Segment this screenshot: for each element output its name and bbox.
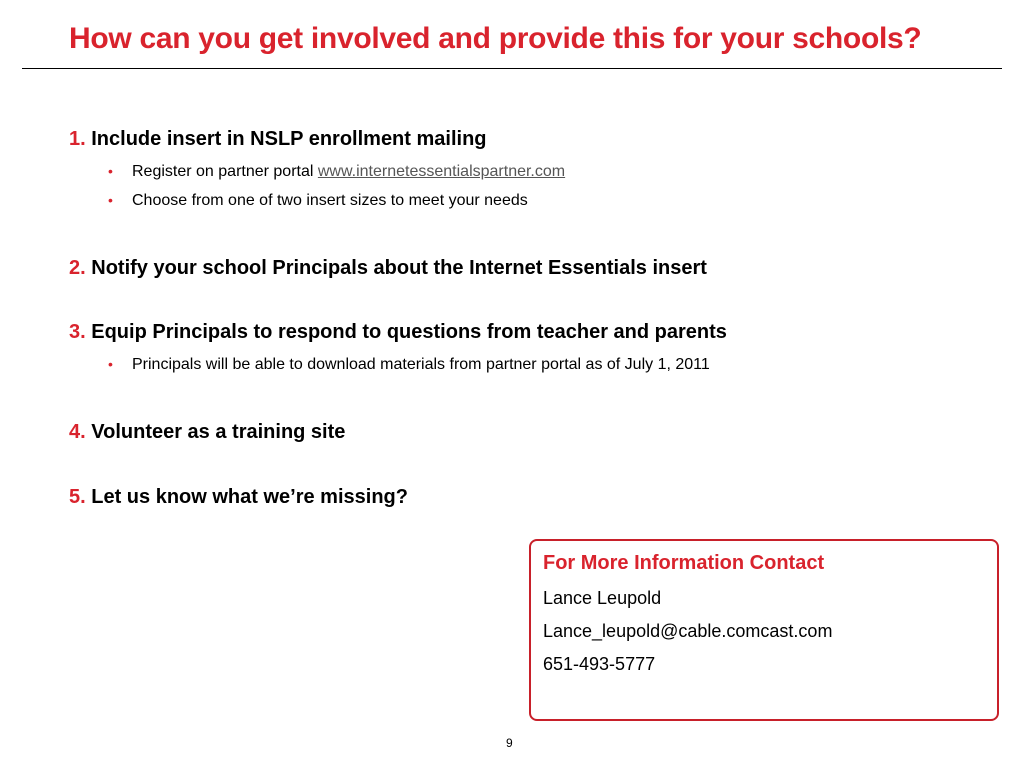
- step-3-bullet-1: [108, 356, 710, 374]
- contact-phone: 651-493-5777: [543, 654, 656, 674]
- step-4: [69, 421, 345, 444]
- step-3: [69, 321, 727, 344]
- step-1-text: Include insert in NSLP enrollment mailing: [91, 128, 487, 150]
- contact-heading: For More Information Contact: [543, 552, 825, 574]
- step-2-text: Notify your school Principals about the Internet Essentials insert: [91, 257, 707, 279]
- contact-box: [529, 539, 999, 721]
- bullet-text: Principals will be able to download materials from partner portal as of July 1, 2011: [132, 356, 710, 373]
- bullet-dot-icon: •: [108, 356, 113, 372]
- step-1-bullet-2: [108, 192, 528, 210]
- step-2-number: 2.: [69, 257, 86, 279]
- step-1-bullet-1: [108, 163, 565, 181]
- step-5-number: 5.: [69, 486, 86, 508]
- step-4-number: 4.: [69, 421, 86, 443]
- step-4-text: Volunteer as a training site: [91, 421, 346, 443]
- contact-name: Lance Leupold: [543, 588, 662, 608]
- partner-portal-link[interactable]: www.internetessentialspartner.com: [317, 163, 566, 180]
- bullet-text: Register on partner portal: [132, 163, 318, 180]
- bullet-text: Choose from one of two insert sizes to meet your needs: [132, 192, 528, 209]
- page-number: 9: [506, 736, 513, 750]
- step-1-number: 1.: [69, 128, 86, 150]
- slide-title: How can you get involved and provide this for your schools?: [69, 22, 922, 55]
- step-5-text: Let us know what we’re missing?: [91, 486, 408, 508]
- step-1: [69, 128, 487, 151]
- bullet-dot-icon: •: [108, 192, 113, 208]
- step-3-text: Equip Principals to respond to questions from teacher and parents: [91, 321, 727, 343]
- step-2: [69, 257, 707, 280]
- step-5: [69, 486, 408, 509]
- step-3-number: 3.: [69, 321, 86, 343]
- title-divider: [22, 68, 1002, 69]
- contact-email[interactable]: Lance_leupold@cable.comcast.com: [543, 621, 833, 641]
- bullet-dot-icon: •: [108, 163, 113, 179]
